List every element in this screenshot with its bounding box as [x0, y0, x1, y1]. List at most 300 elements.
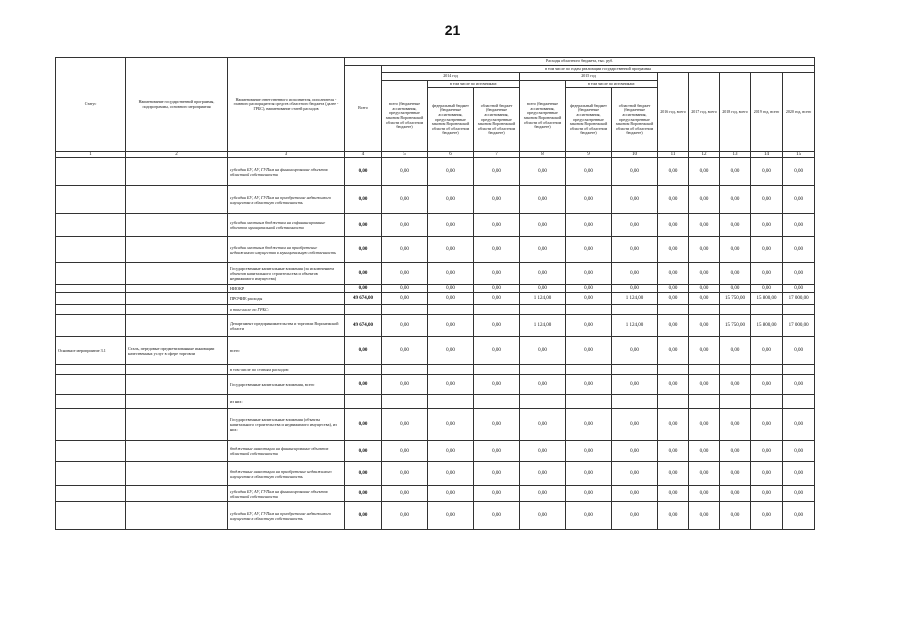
value-cell: 0,00: [428, 285, 474, 293]
value-cell: 0,00: [520, 502, 566, 530]
value-cell: 0,00: [720, 375, 751, 395]
status-cell: [56, 462, 126, 486]
page-number: 21: [444, 22, 461, 38]
column-number-cell: 15: [783, 152, 815, 158]
value-cell: 0,00: [474, 337, 520, 365]
value-cell: 0,00: [720, 441, 751, 462]
column-number-cell: 3: [228, 152, 345, 158]
value-cell: 0,00: [382, 186, 428, 214]
value-cell: 0,00: [474, 293, 520, 305]
value-cell: [474, 365, 520, 375]
value-cell: 0,00: [566, 441, 612, 462]
value-cell: 0,00: [345, 462, 382, 486]
value-cell: 0,00: [428, 462, 474, 486]
value-cell: [520, 395, 566, 409]
status-cell: [56, 214, 126, 237]
value-cell: [612, 305, 658, 315]
status-cell: [56, 315, 126, 337]
value-cell: [658, 305, 689, 315]
value-cell: 0,00: [520, 409, 566, 441]
value-cell: 0,00: [345, 337, 382, 365]
expense-item-cell: бюджетные инвестиции на финансирование объектов областной собственности: [228, 441, 345, 462]
status-cell: [56, 237, 126, 263]
value-cell: 0,00: [689, 462, 720, 486]
value-cell: 1 124,00: [520, 315, 566, 337]
value-cell: 0,00: [520, 462, 566, 486]
value-cell: 0,00: [382, 375, 428, 395]
value-cell: 0,00: [345, 409, 382, 441]
header-top-title: Расходы областного бюджета, тыс. руб.: [345, 58, 815, 66]
value-cell: 0,00: [612, 441, 658, 462]
value-cell: [751, 305, 783, 315]
column-number-cell: 14: [751, 152, 783, 158]
value-cell: 0,00: [720, 462, 751, 486]
table-row: [56, 486, 815, 502]
value-cell: 0,00: [382, 409, 428, 441]
value-cell: 0,00: [382, 214, 428, 237]
value-cell: 49 674,00: [345, 315, 382, 337]
column-number-cell: 10: [612, 152, 658, 158]
value-cell: 0,00: [566, 214, 612, 237]
value-cell: 0,00: [612, 263, 658, 285]
value-cell: 0,00: [382, 337, 428, 365]
expense-item-cell: Государственные капитальные вложения (объекты капитального строительства и недвижимого имущества), из них:: [228, 409, 345, 441]
value-cell: 0,00: [474, 441, 520, 462]
value-cell: 0,00: [783, 263, 815, 285]
table-row: [56, 305, 815, 315]
status-cell: Основное мероприятие 3.1: [56, 337, 126, 365]
status-cell: [56, 285, 126, 293]
value-cell: 0,00: [345, 441, 382, 462]
value-cell: 0,00: [382, 502, 428, 530]
value-cell: 0,00: [474, 375, 520, 395]
value-cell: [689, 305, 720, 315]
value-cell: 17 000,00: [783, 293, 815, 305]
value-cell: [428, 395, 474, 409]
value-cell: 0,00: [345, 158, 382, 186]
program-cell: [126, 263, 228, 285]
status-cell: [56, 375, 126, 395]
value-cell: 0,00: [566, 502, 612, 530]
value-cell: 0,00: [566, 337, 612, 365]
column-number-cell: 9: [566, 152, 612, 158]
value-cell: 0,00: [689, 409, 720, 441]
table-row: [56, 186, 815, 214]
program-cell: [126, 375, 228, 395]
header-2014-total: всего (бюджетные ассигнования, предусмотренные законом Воронежской области об областном бюджете): [382, 80, 428, 152]
value-cell: 0,00: [520, 486, 566, 502]
value-cell: 0,00: [783, 462, 815, 486]
program-cell: [126, 462, 228, 486]
header-2017: 2017 год, всего: [689, 73, 720, 152]
value-cell: 0,00: [658, 214, 689, 237]
value-cell: [658, 395, 689, 409]
header-subtitle: в том числе по годам реализации государственной программы: [382, 65, 815, 73]
expense-item-cell: Департамент предпринимательства и торговли Воронежской области: [228, 315, 345, 337]
expense-item-cell: Государственные капитальные вложения (за исключением объектов капитального строительства и объектов недвижимого имущества): [228, 263, 345, 285]
table-row: [56, 315, 815, 337]
column-number-cell: 8: [520, 152, 566, 158]
value-cell: 0,00: [689, 285, 720, 293]
value-cell: 0,00: [612, 285, 658, 293]
value-cell: 0,00: [474, 263, 520, 285]
column-number-cell: 11: [658, 152, 689, 158]
value-cell: 15 800,00: [751, 315, 783, 337]
program-cell: [126, 214, 228, 237]
value-cell: [720, 305, 751, 315]
value-cell: [520, 305, 566, 315]
column-number-cell: 12: [689, 152, 720, 158]
program-cell: [126, 365, 228, 375]
value-cell: 0,00: [689, 502, 720, 530]
expense-item-cell: в том числе по ГРБС:: [228, 305, 345, 315]
table-row: [56, 158, 815, 186]
value-cell: 0,00: [689, 337, 720, 365]
column-number-cell: 4: [345, 152, 382, 158]
value-cell: 0,00: [345, 502, 382, 530]
program-cell: [126, 409, 228, 441]
value-cell: 0,00: [689, 158, 720, 186]
value-cell: 0,00: [566, 409, 612, 441]
value-cell: 15 750,00: [720, 315, 751, 337]
value-cell: 0,00: [689, 315, 720, 337]
table-row: [56, 214, 815, 237]
value-cell: [345, 305, 382, 315]
header-program: Наименование государственной программы, подпрограммы, основного мероприятия: [126, 58, 228, 152]
value-cell: 0,00: [689, 237, 720, 263]
value-cell: 0,00: [658, 237, 689, 263]
program-cell: [126, 486, 228, 502]
value-cell: 0,00: [474, 486, 520, 502]
value-cell: [783, 305, 815, 315]
value-cell: 0,00: [474, 237, 520, 263]
value-cell: 1 124,00: [612, 293, 658, 305]
program-cell: [126, 441, 228, 462]
expense-item-cell: субсидии местным бюджетам на софинансирование объектов муниципальной собственности: [228, 214, 345, 237]
value-cell: 0,00: [520, 186, 566, 214]
header-2015-sources: в том числе по источникам:: [566, 80, 658, 88]
value-cell: [566, 365, 612, 375]
value-cell: [720, 365, 751, 375]
value-cell: 0,00: [612, 214, 658, 237]
status-cell: [56, 263, 126, 285]
value-cell: 0,00: [658, 285, 689, 293]
value-cell: 0,00: [520, 237, 566, 263]
header-2014-federal: федеральный бюджет (бюджетные ассигнования, предусмотренные законом Воронежской области об областном бюджете): [428, 88, 474, 152]
value-cell: 0,00: [345, 486, 382, 502]
value-cell: 0,00: [783, 502, 815, 530]
value-cell: 0,00: [428, 158, 474, 186]
value-cell: 0,00: [783, 486, 815, 502]
value-cell: [520, 365, 566, 375]
header-year-2015: 2015 год: [520, 73, 658, 81]
header-2014-sources: в том числе по источникам:: [428, 80, 520, 88]
value-cell: 0,00: [658, 263, 689, 285]
status-cell: [56, 305, 126, 315]
value-cell: 0,00: [720, 214, 751, 237]
program-cell: [126, 186, 228, 214]
value-cell: 15 800,00: [751, 293, 783, 305]
status-cell: [56, 158, 126, 186]
table-row: [56, 365, 815, 375]
value-cell: 0,00: [751, 375, 783, 395]
status-cell: [56, 395, 126, 409]
value-cell: 0,00: [720, 285, 751, 293]
expense-item-cell: в том числе по статьям расходов:: [228, 365, 345, 375]
value-cell: 0,00: [612, 337, 658, 365]
value-cell: 0,00: [566, 375, 612, 395]
table-row: [56, 462, 815, 486]
value-cell: 0,00: [658, 375, 689, 395]
table-row: [56, 285, 815, 293]
header-year-2014: 2014 год: [382, 73, 520, 81]
value-cell: [474, 395, 520, 409]
value-cell: 0,00: [345, 237, 382, 263]
program-cell: Сталь, передовые предметизованные инновации качественных услуг в сфере торговли: [126, 337, 228, 365]
header-2015-federal: федеральный бюджет (бюджетные ассигнования, предусмотренные законом Воронежской области об областном бюджете): [566, 88, 612, 152]
value-cell: 0,00: [658, 486, 689, 502]
header-2014-regional: областной бюджет (бюджетные ассигнования, предусмотренные законом Воронежской области об областном бюджете): [474, 88, 520, 152]
table-row: [56, 395, 815, 409]
value-cell: 15 750,00: [720, 293, 751, 305]
value-cell: 0,00: [520, 441, 566, 462]
value-cell: 0,00: [658, 337, 689, 365]
value-cell: 0,00: [474, 462, 520, 486]
value-cell: [428, 365, 474, 375]
value-cell: 0,00: [720, 486, 751, 502]
value-cell: 0,00: [783, 409, 815, 441]
status-cell: [56, 409, 126, 441]
value-cell: 0,00: [658, 186, 689, 214]
expense-item-cell: ПРОЧИЕ расходы: [228, 293, 345, 305]
value-cell: 0,00: [566, 486, 612, 502]
value-cell: 0,00: [720, 237, 751, 263]
value-cell: 0,00: [783, 337, 815, 365]
program-cell: [126, 285, 228, 293]
value-cell: 0,00: [689, 186, 720, 214]
value-cell: 0,00: [566, 462, 612, 486]
value-cell: 0,00: [783, 237, 815, 263]
value-cell: 0,00: [566, 315, 612, 337]
value-cell: 0,00: [520, 263, 566, 285]
column-number-cell: 7: [474, 152, 520, 158]
value-cell: 0,00: [474, 285, 520, 293]
column-number-cell: 13: [720, 152, 751, 158]
header-2020: 2020 год, всего: [783, 73, 815, 152]
value-cell: 0,00: [658, 502, 689, 530]
value-cell: 0,00: [720, 186, 751, 214]
value-cell: 0,00: [612, 502, 658, 530]
value-cell: 0,00: [566, 186, 612, 214]
value-cell: 0,00: [474, 315, 520, 337]
value-cell: 0,00: [612, 237, 658, 263]
value-cell: [474, 305, 520, 315]
header-2015-regional: областной бюджет (бюджетные ассигнования, предусмотренные законом Воронежской области об областном бюджете): [612, 88, 658, 152]
value-cell: 0,00: [345, 375, 382, 395]
value-cell: 0,00: [783, 285, 815, 293]
value-cell: 0,00: [428, 263, 474, 285]
value-cell: 49 674,00: [345, 293, 382, 305]
program-cell: [126, 315, 228, 337]
value-cell: 0,00: [520, 214, 566, 237]
table-body: [56, 158, 815, 530]
value-cell: [382, 365, 428, 375]
value-cell: 17 000,00: [783, 315, 815, 337]
value-cell: 0,00: [612, 486, 658, 502]
value-cell: 0,00: [783, 441, 815, 462]
value-cell: 0,00: [612, 375, 658, 395]
status-cell: [56, 293, 126, 305]
value-cell: 0,00: [751, 486, 783, 502]
value-cell: 0,00: [345, 285, 382, 293]
value-cell: 0,00: [612, 158, 658, 186]
expense-item-cell: всего: [228, 337, 345, 365]
value-cell: 0,00: [751, 409, 783, 441]
value-cell: 0,00: [612, 462, 658, 486]
value-cell: 0,00: [520, 375, 566, 395]
value-cell: [345, 395, 382, 409]
status-cell: [56, 486, 126, 502]
value-cell: 0,00: [720, 502, 751, 530]
expense-item-cell: субсидии БУ, АУ, ГУПам на финансирование объектов областной собственности: [228, 486, 345, 502]
value-cell: [751, 365, 783, 375]
column-number-cell: 2: [126, 152, 228, 158]
value-cell: 0,00: [720, 263, 751, 285]
value-cell: 0,00: [382, 315, 428, 337]
value-cell: 0,00: [474, 186, 520, 214]
value-cell: 0,00: [382, 158, 428, 186]
value-cell: 0,00: [689, 214, 720, 237]
value-cell: 0,00: [566, 263, 612, 285]
value-cell: 0,00: [428, 375, 474, 395]
value-cell: 0,00: [689, 441, 720, 462]
expense-item-cell: субсидии БУ, АУ, ГУПам на приобретение недвижимого имущества в областную собственность: [228, 502, 345, 530]
value-cell: [612, 365, 658, 375]
value-cell: [783, 365, 815, 375]
expense-item-cell: Государственные капитальные вложения, всего: [228, 375, 345, 395]
value-cell: 0,00: [382, 462, 428, 486]
value-cell: 0,00: [720, 158, 751, 186]
budget-table: [55, 57, 815, 530]
table-row: [56, 409, 815, 441]
status-cell: [56, 502, 126, 530]
value-cell: 0,00: [751, 237, 783, 263]
expense-item-cell: бюджетные инвестиции на приобретение недвижимого имущества в областную собственность: [228, 462, 345, 486]
header-2019: 2019 год, всего: [751, 73, 783, 152]
value-cell: 0,00: [751, 214, 783, 237]
table-row: [56, 237, 815, 263]
column-number-cell: 6: [428, 152, 474, 158]
value-cell: [720, 395, 751, 409]
program-cell: [126, 305, 228, 315]
value-cell: [345, 365, 382, 375]
value-cell: 0,00: [520, 285, 566, 293]
header-2018: 2018 год, всего: [720, 73, 751, 152]
value-cell: 0,00: [428, 409, 474, 441]
value-cell: 0,00: [566, 237, 612, 263]
value-cell: 0,00: [658, 293, 689, 305]
value-cell: [566, 395, 612, 409]
table-row: [56, 502, 815, 530]
value-cell: 0,00: [751, 186, 783, 214]
program-cell: [126, 395, 228, 409]
value-cell: 0,00: [783, 214, 815, 237]
status-cell: [56, 441, 126, 462]
value-cell: 0,00: [382, 237, 428, 263]
value-cell: 0,00: [751, 263, 783, 285]
value-cell: 0,00: [658, 441, 689, 462]
value-cell: [689, 365, 720, 375]
value-cell: 0,00: [751, 462, 783, 486]
value-cell: [751, 395, 783, 409]
program-cell: [126, 237, 228, 263]
header-2016: 2016 год, всего: [658, 73, 689, 152]
value-cell: [612, 395, 658, 409]
value-cell: 0,00: [428, 315, 474, 337]
value-cell: 0,00: [474, 409, 520, 441]
value-cell: 0,00: [428, 214, 474, 237]
value-cell: 0,00: [689, 293, 720, 305]
value-cell: [689, 395, 720, 409]
value-cell: 0,00: [566, 158, 612, 186]
value-cell: [566, 305, 612, 315]
value-cell: [783, 395, 815, 409]
table-row: [56, 441, 815, 462]
expense-item-cell: НИОКР: [228, 285, 345, 293]
value-cell: 0,00: [474, 158, 520, 186]
value-cell: 0,00: [474, 214, 520, 237]
header-status: Статус: [56, 58, 126, 152]
value-cell: 0,00: [720, 337, 751, 365]
value-cell: 0,00: [658, 158, 689, 186]
value-cell: 0,00: [345, 263, 382, 285]
value-cell: 0,00: [612, 186, 658, 214]
value-cell: 0,00: [345, 214, 382, 237]
table-row: [56, 375, 815, 395]
value-cell: 0,00: [689, 375, 720, 395]
value-cell: 0,00: [658, 409, 689, 441]
value-cell: 0,00: [382, 486, 428, 502]
value-cell: 0,00: [428, 186, 474, 214]
value-cell: 0,00: [428, 502, 474, 530]
value-cell: 0,00: [566, 293, 612, 305]
value-cell: 1 124,00: [520, 293, 566, 305]
value-cell: 0,00: [751, 337, 783, 365]
value-cell: 0,00: [658, 315, 689, 337]
value-cell: 0,00: [783, 375, 815, 395]
table-row: [56, 263, 815, 285]
value-cell: 0,00: [474, 502, 520, 530]
value-cell: 0,00: [751, 502, 783, 530]
status-cell: [56, 186, 126, 214]
value-cell: [428, 305, 474, 315]
expense-item-cell: из них:: [228, 395, 345, 409]
program-cell: [126, 158, 228, 186]
expense-item-cell: субсидии БУ, АУ, ГУПам на приобретение недвижимого имущества в областную собственность: [228, 186, 345, 214]
program-cell: [126, 502, 228, 530]
value-cell: 1 124,00: [612, 315, 658, 337]
value-cell: 0,00: [783, 186, 815, 214]
column-number-cell: 5: [382, 152, 428, 158]
value-cell: 0,00: [345, 186, 382, 214]
value-cell: 0,00: [689, 486, 720, 502]
header-total: Всего: [345, 65, 382, 152]
value-cell: 0,00: [658, 462, 689, 486]
value-cell: 0,00: [428, 337, 474, 365]
value-cell: [658, 365, 689, 375]
value-cell: 0,00: [566, 285, 612, 293]
value-cell: 0,00: [382, 441, 428, 462]
